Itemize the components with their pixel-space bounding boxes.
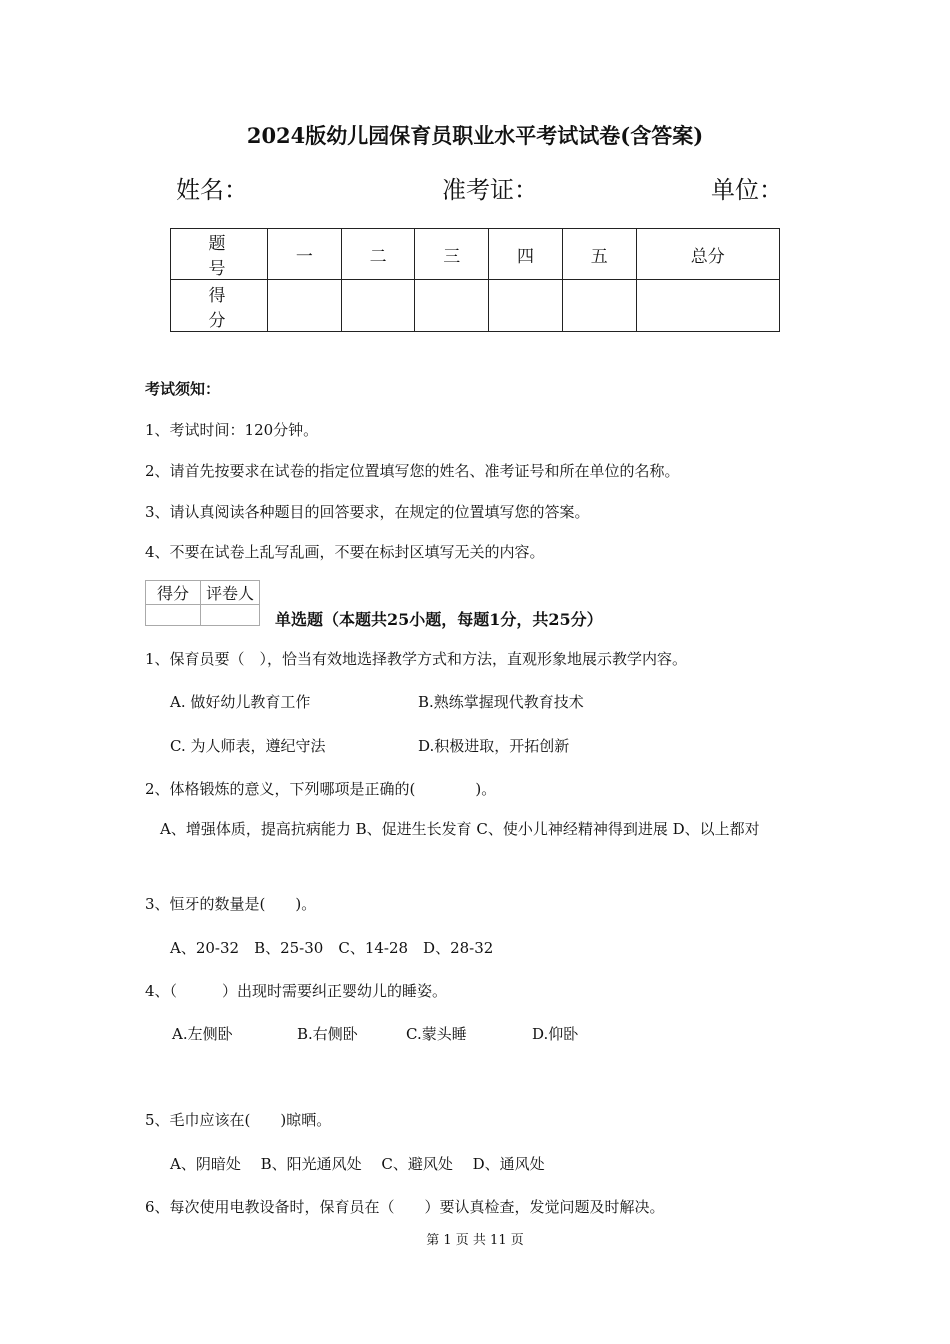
notice-item-1: 1、考试时间：120分钟。 (145, 421, 319, 439)
question-5: 5、毛巾应该在( )晾晒。 (145, 1111, 332, 1129)
notice-item-2: 2、请首先按要求在试卷的指定位置填写您的姓名、准考证号和所在单位的名称。 (145, 462, 680, 480)
score-cell-4 (489, 280, 563, 332)
score-table-col-3: 三 (415, 229, 489, 280)
score-cell-3 (415, 280, 489, 332)
grader-table-grader: 评卷人 (201, 581, 260, 605)
exam-id-label: 准考证： (442, 176, 538, 204)
score-table-header-label: 题 号 (171, 229, 268, 280)
name-label: 姓名： (176, 176, 248, 204)
question-2-options: A、增强体质，提高抗病能力 B、促进生长发育 C、使小儿神经精神得到进展 D、以上都对 (145, 820, 760, 838)
grader-table-grader-cell (201, 605, 260, 626)
question-4-option-b: B.右侧卧 (297, 1025, 358, 1043)
question-4-option-c: C.蒙头睡 (406, 1025, 467, 1043)
question-1: 1、保育员要（ ），恰当有效地选择教学方式和方法，直观形象地展示教学内容。 (145, 650, 688, 668)
notice-item-4: 4、不要在试卷上乱写乱画，不要在标封区填写无关的内容。 (145, 543, 545, 561)
section-title: 单选题（本题共25小题，每题1分，共25分） (275, 610, 603, 629)
question-1-option-b: B.熟练掌握现代教育技术 (418, 693, 584, 711)
page-footer: 第 1 页 共 11 页 (426, 1233, 524, 1248)
question-3-options: A、20-32 B、25-30 C、14-28 D、28-32 (170, 939, 494, 957)
score-table-col-4: 四 (489, 229, 563, 280)
score-table (170, 228, 780, 332)
question-4-option-d: D.仰卧 (532, 1025, 579, 1043)
score-cell-1 (268, 280, 342, 332)
grader-table-score-cell (146, 605, 201, 626)
score-table-col-total: 总分 (636, 229, 779, 280)
notice-heading: 考试须知： (145, 380, 221, 398)
score-table-col-1: 一 (268, 229, 342, 280)
question-3: 3、恒牙的数量是( )。 (145, 895, 317, 913)
question-1-option-d: D.积极进取，开拓创新 (418, 737, 570, 755)
score-cell-total (636, 280, 779, 332)
score-cell-5 (562, 280, 636, 332)
question-5-options: A、阴暗处 B、阳光通风处 C、避风处 D、通风处 (170, 1155, 545, 1173)
score-table-col-2: 二 (341, 229, 415, 280)
question-1-option-c: C. 为人师表，遵纪守法 (170, 737, 326, 755)
page-title: 2024版幼儿园保育员职业水平考试试卷(含答案) (246, 123, 704, 148)
question-1-option-a: A. 做好幼儿教育工作 (170, 693, 311, 711)
question-6: 6、每次使用电教设备时，保育员在（ ）要认真检查，发觉问题及时解决。 (145, 1198, 665, 1216)
grader-table-score: 得分 (146, 581, 201, 605)
score-table-score-label: 得 分 (171, 280, 268, 332)
notice-item-3: 3、请认真阅读各种题目的回答要求，在规定的位置填写您的答案。 (145, 503, 590, 521)
question-4: 4、（ ）出现时需要纠正婴幼儿的睡姿。 (145, 982, 448, 1000)
unit-label: 单位： (711, 176, 783, 204)
question-2: 2、体格锻炼的意义，下列哪项是正确的( )。 (145, 780, 497, 798)
score-table-col-5: 五 (562, 229, 636, 280)
question-4-option-a: A.左侧卧 (172, 1025, 233, 1043)
score-cell-2 (341, 280, 415, 332)
grader-table (145, 580, 260, 626)
